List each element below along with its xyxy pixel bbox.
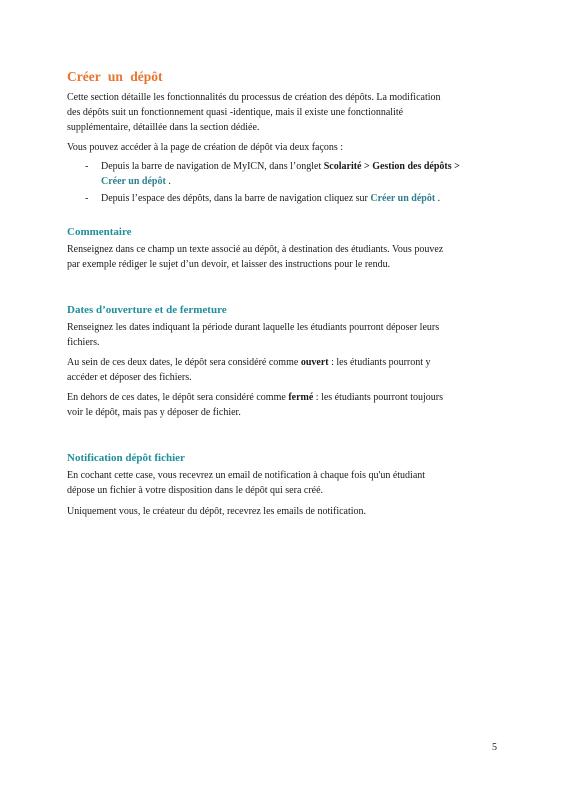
open-label: ouvert <box>300 357 329 368</box>
dates-text: Au sein de ces deux dates, le dépôt sera considéré comme <box>67 357 299 368</box>
section-heading-commentaire: Commentaire <box>67 226 132 238</box>
create-deposit-link[interactable]: Créer un dépôt <box>370 193 436 204</box>
dates-text: : les étudiants pourront y <box>331 357 431 368</box>
access-list <box>67 159 507 206</box>
dates-line: voir le dépôt, mais pas y déposer de fichier. <box>67 407 241 418</box>
notification-paragraph-2 <box>67 504 497 519</box>
list-item-text: Depuis la barre de navigation de MyICN, dans l’onglet <box>101 161 322 172</box>
notification-line: dépose un fichier à votre disposition dans le dépôt qui sera créé. <box>67 485 324 496</box>
section-heading-dates: Dates d’ouverture et de fermeture <box>67 304 227 316</box>
dates-line: fichiers. <box>67 337 100 348</box>
intro-line: des dépôts suit un fonctionnement quasi -identique, mais il existe une fonctionnalité <box>67 107 404 118</box>
dates-line: Renseignez les dates indiquant la période durant laquelle les étudiants pourront déposer leurs <box>67 322 440 333</box>
dates-line: accéder et déposer des fichiers. <box>67 372 192 383</box>
commentaire-line: Renseignez dans ce champ un texte associé au dépôt, à destination des étudiants. Vous pouvez <box>67 244 444 255</box>
dates-paragraph-2 <box>67 355 497 385</box>
section-heading-notification: Notification dépôt fichier <box>67 452 185 464</box>
create-deposit-link[interactable]: Créer un dépôt <box>101 176 166 187</box>
list-item-punct: . <box>437 193 441 204</box>
list-item-text: Depuis l’espace des dépôts, dans la barre de navigation cliquez sur <box>101 193 368 204</box>
list-item <box>67 159 507 189</box>
bullet-dash: - <box>85 193 89 204</box>
nav-path: Scolarité > Gestion des dépôts > <box>323 161 460 172</box>
list-item <box>67 191 507 206</box>
notification-paragraph-1 <box>67 468 497 498</box>
dates-text: En dehors de ces dates, le dépôt sera considéré comme <box>67 392 286 403</box>
intro-line: supplémentaire, détaillée dans la section dédiée. <box>67 122 260 133</box>
list-item-punct: . <box>168 176 171 187</box>
page-number: 5 <box>492 742 497 753</box>
page-title: Créer un dépôt <box>67 69 163 84</box>
notification-line: Uniquement vous, le créateur du dépôt, recevrez les emails de notification. <box>67 506 367 517</box>
commentaire-paragraph <box>67 242 497 272</box>
intro-paragraph <box>67 90 497 135</box>
commentaire-line: par exemple rédiger le sujet d’un devoir, et laisser des instructions pour le rendu. <box>67 259 391 270</box>
notification-line: En cochant cette case, vous recevrez un email de notification à chaque fois qu'un étudiant <box>67 470 426 481</box>
dates-paragraph-3 <box>67 390 497 420</box>
dates-paragraph-1 <box>67 320 497 350</box>
intro-line: Cette section détaille les fonctionnalités du processus de création des dépôts. La modification <box>67 92 441 103</box>
access-intro <box>67 140 497 155</box>
closed-label: fermé <box>288 392 314 403</box>
access-intro-text: Vous pouvez accéder à la page de création de dépôt via deux façons : <box>67 142 344 153</box>
dates-text: : les étudiants pourront toujours <box>315 392 444 403</box>
bullet-dash: - <box>85 161 89 172</box>
